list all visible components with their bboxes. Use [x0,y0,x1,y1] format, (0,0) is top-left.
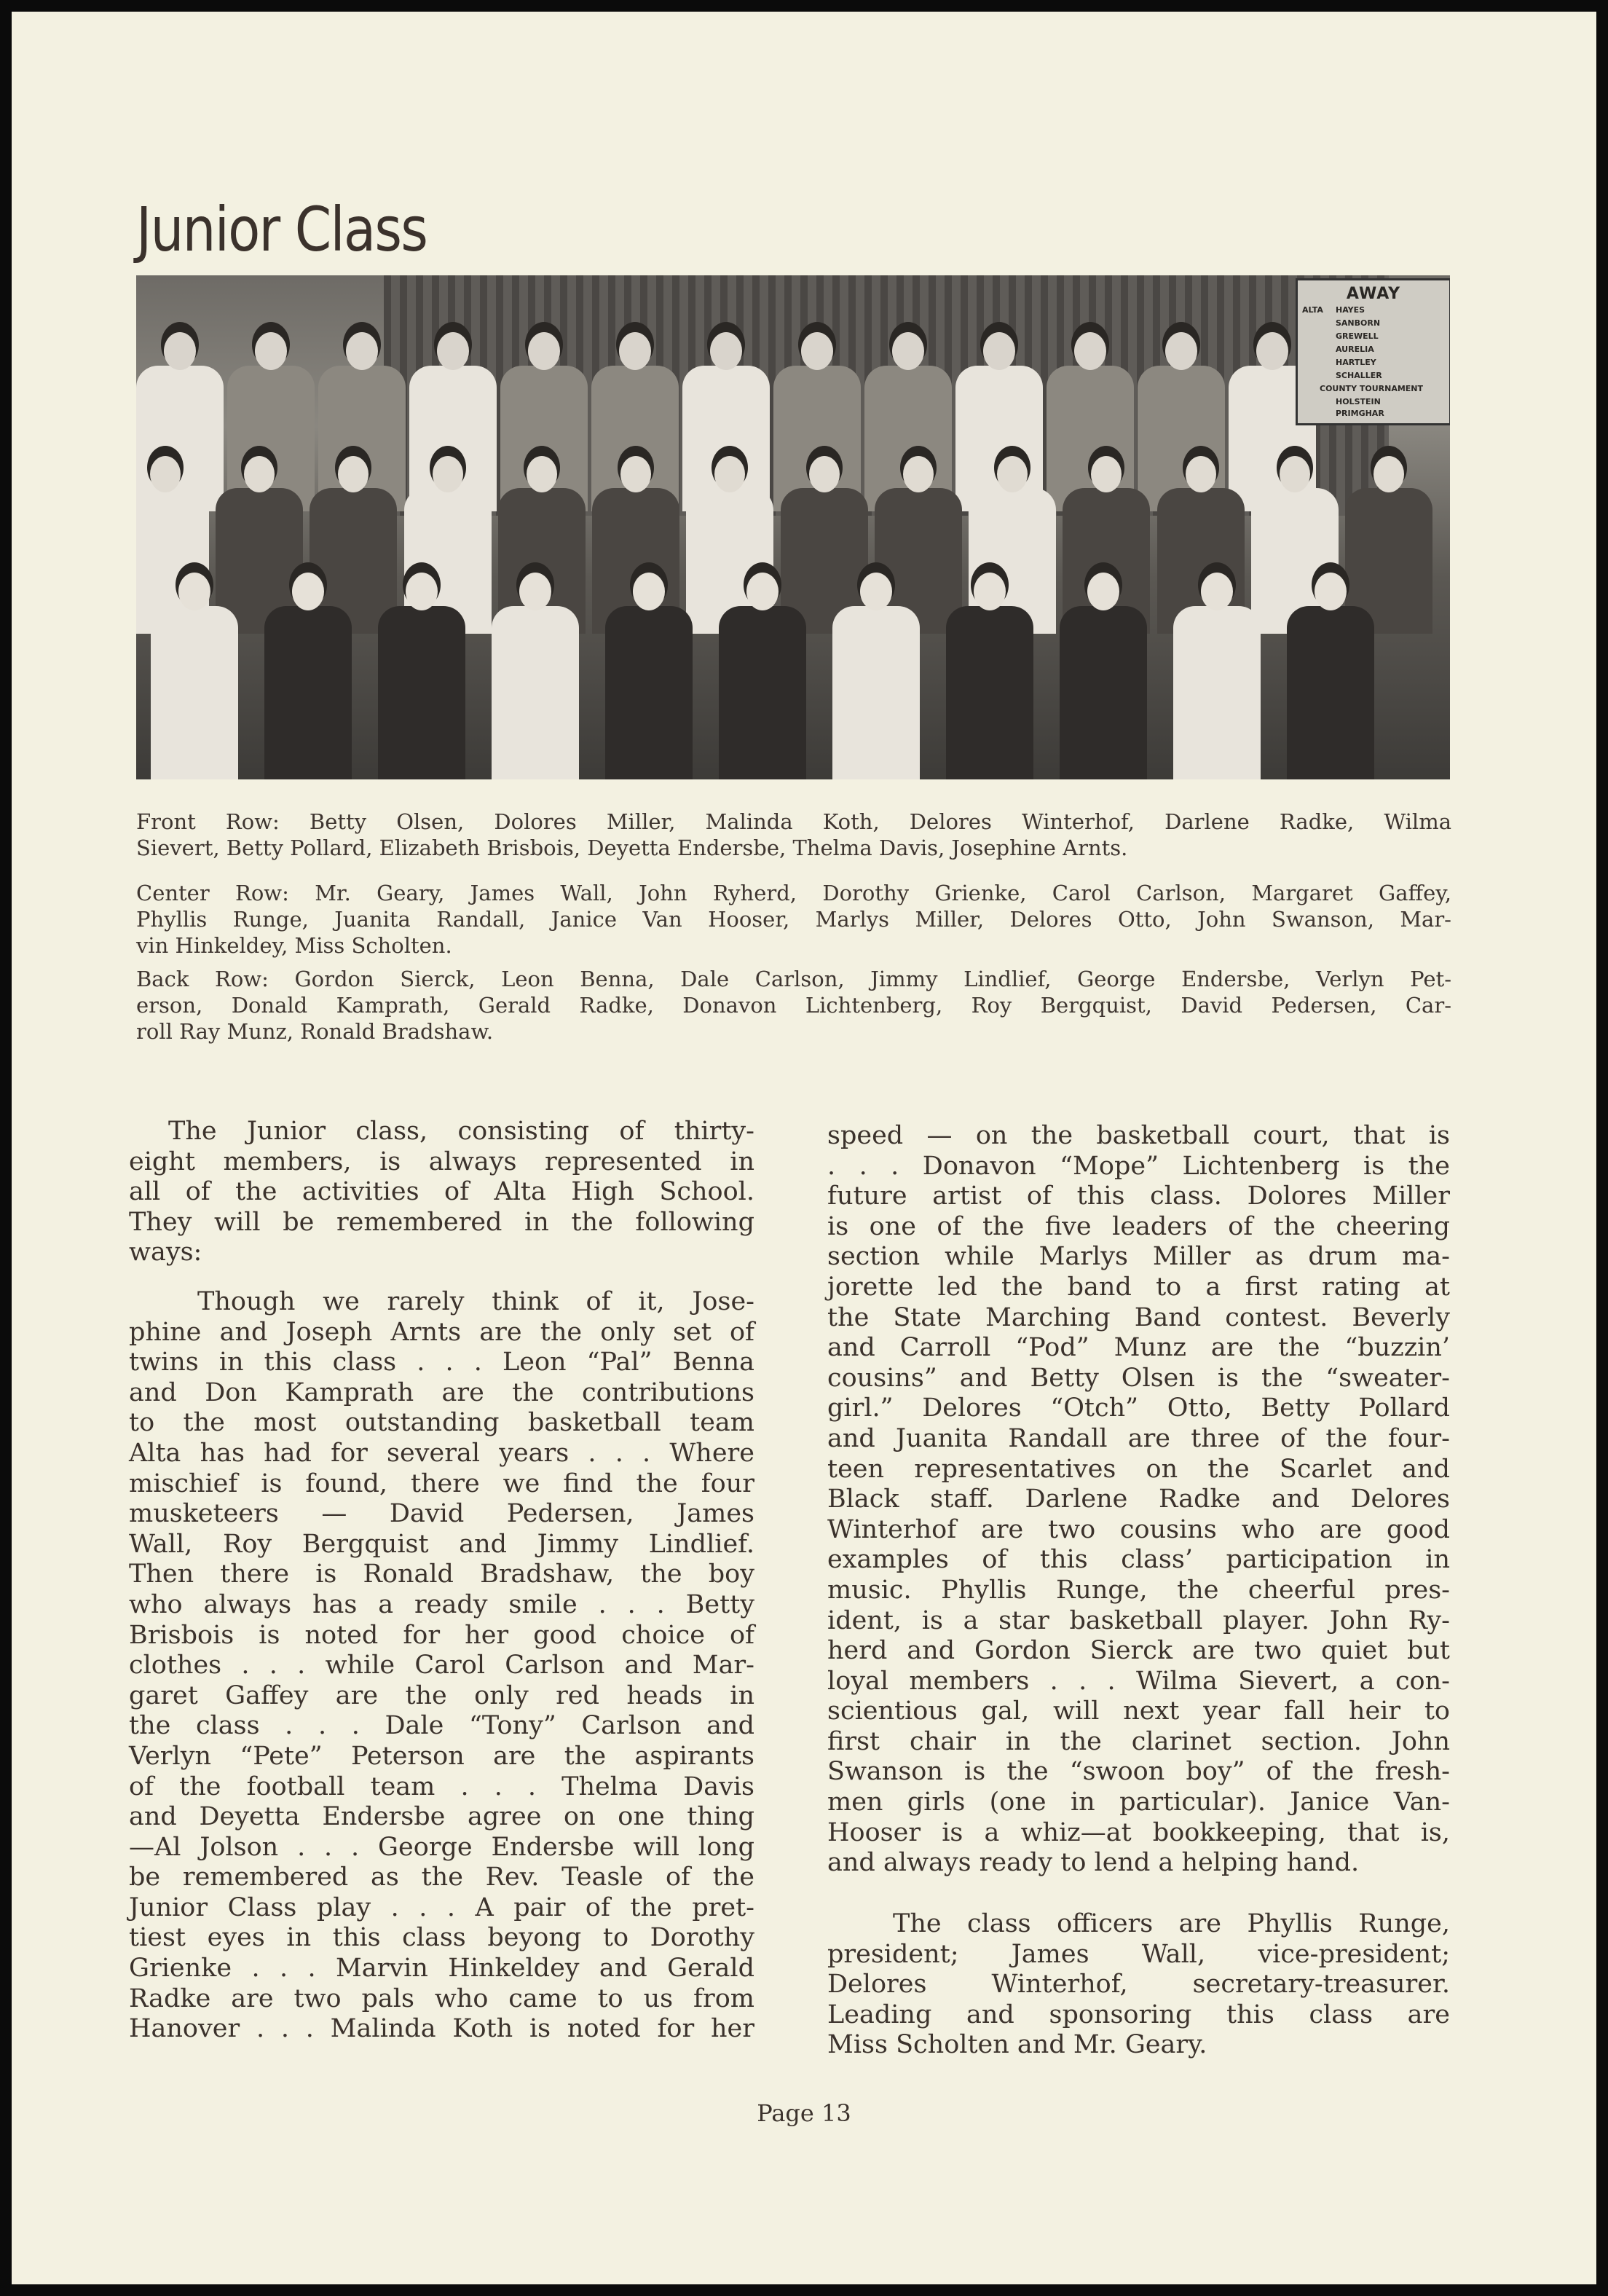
photo-person-face [1315,573,1347,610]
photo-person-face [974,573,1006,610]
text-line: Hooser is a whiz—at bookkeeping, that is, [827,1817,1450,1847]
caption-back-row [136,966,1451,1045]
text-line: Brisbois is noted for her good choice of [129,1620,754,1650]
photo-person-face [892,332,924,370]
class-photo [136,275,1450,779]
text-line: scientious gal, will next year fall heir to [827,1697,1450,1726]
text-line: girl.” Delores “Otch” Otto, Betty Pollard [827,1393,1450,1423]
photo-person-face [519,573,551,610]
scoreboard-row: GREWELL [1336,331,1379,341]
text-line: . . . Donavon “Mope” Lichtenberg is the [827,1151,1450,1181]
page-title: Junior Class [136,194,427,265]
text-line: Alta has had for several years . . . Where [129,1438,754,1468]
text-line: and Carroll “Pod” Munz are the “buzzin’ [827,1333,1450,1363]
photo-person-body [1173,606,1261,779]
text-line: cousins” and Betty Olsen is the “sweater- [827,1363,1450,1393]
text-line: all of the activities of Alta High School. [129,1177,754,1207]
text-line: and Juanita Randall are three of the four- [827,1423,1450,1453]
text-line: examples of this class’ participation in [827,1545,1450,1575]
photo-person-face [633,573,665,610]
text-line: who always has a ready smile . . . Betty [129,1589,754,1619]
text-line: Center Row: Mr. Geary, James Wall, John Ryherd, Dorothy Grienke, Carol Carlson, Margaret Gaffey, [136,881,1451,905]
text-line: the class . . . Dale “Tony” Carlson and [129,1711,754,1741]
photo-person-body [378,606,465,779]
scoreboard-title: AWAY [1346,285,1401,303]
text-line: section while Marlys Miller as drum ma- [827,1242,1450,1272]
text-line: phine and Joseph Arnts are the only set of [129,1317,754,1347]
text-line: mischief is found, there we find the four [129,1469,754,1498]
photo-person-face [1201,573,1233,610]
text-line: Junior Class play . . . A pair of the pret- [129,1892,754,1922]
photo-person-face [528,332,560,370]
text-line: and Deyetta Endersbe agree on one thing [129,1802,754,1832]
text-line: They will be remembered in the following [129,1207,754,1237]
photo-person-face [620,456,651,492]
photo-person-face [1374,456,1404,492]
scoreboard-row: HOLSTEIN [1336,397,1381,406]
text-line: ident, is a star basketball player. John Ry- [827,1605,1450,1635]
text-line: Back Row: Gordon Sierck, Leon Benna, Dale Carlson, Jimmy Lindlief, George Endersbe, Verlyn Pet- [136,967,1451,991]
photo-person-face [346,332,378,370]
caption-center-row [136,880,1451,959]
photo-scoreboard [1296,278,1450,425]
text-line: Front Row: Betty Olsen, Dolores Miller, Malinda Koth, Delores Winterhof, Darlene Radke, Wilma [136,809,1451,834]
text-line: ways: [129,1238,202,1267]
scoreboard-row: HARTLEY [1336,358,1376,367]
text-line: teen representatives on the Scarlet and [827,1454,1450,1484]
photo-person-body [605,606,693,779]
photo-person-face [164,332,196,370]
photo-person-body [151,606,238,779]
photo-person-face [860,573,892,610]
photo-person-face [1165,332,1197,370]
text-line: eight members, is always represented in [129,1147,754,1176]
scoreboard-row: AURELIA [1336,345,1374,354]
photo-person-face [178,573,210,610]
text-line: erson, Donald Kamprath, Gerald Radke, Donavon Lichtenberg, Roy Bergquist, David Pedersen, Car- [136,993,1451,1018]
text-line: tiest eyes in this class beyong to Dorothy [129,1923,754,1953]
text-line: Radke are two pals who came to us from [129,1984,754,2013]
text-line: Sievert, Betty Pollard, Elizabeth Brisbois, Deyetta Endersbe, Thelma Davis, Josephine Arnts. [136,836,1128,860]
text-line: first chair in the clarinet section. John [827,1726,1450,1756]
text-line: twins in this class . . . Leon “Pal” Benna [129,1348,754,1377]
photo-person-face [1280,456,1310,492]
text-line: Grienke . . . Marvin Hinkeldey and Gerald [129,1954,754,1984]
photo-person-face [801,332,833,370]
text-line: and Don Kamprath are the contributions [129,1377,754,1407]
photo-person-face [903,456,934,492]
text-line: loyal members . . . Wilma Sievert, a con- [827,1666,1450,1696]
text-line: Wall, Roy Bergquist and Jimmy Lindlief. [129,1529,754,1559]
scoreboard-row: SANBORN [1336,318,1381,328]
left-paragraph-1 [129,1117,754,1268]
photo-person-face [292,573,324,610]
text-line: the State Marching Band contest. Beverly [827,1302,1450,1332]
text-line: and always ready to lend a helping hand. [827,1848,1360,1878]
text-line: be remembered as the Rev. Teasle of the [129,1863,754,1892]
photo-person-face [150,456,181,492]
text-line: roll Ray Munz, Ronald Bradshaw. [136,1019,494,1044]
text-line: Then there is Ronald Bradshaw, the boy [129,1560,754,1589]
scoreboard-row: HAYES [1336,305,1365,315]
scoreboard-row: SCHALLER [1336,371,1382,380]
text-line: Miss Scholten and Mr. Geary. [827,2030,1207,2060]
photo-person-face [1091,456,1122,492]
text-line: The class officers are Phyllis Runge, [893,1909,1450,1938]
photo-person-face [746,573,779,610]
photo-person-face [1087,573,1119,610]
text-line: Black staff. Darlene Radke and Delores [827,1485,1450,1514]
photo-person-face [809,456,840,492]
text-line: Swanson is the “swoon boy” of the fresh- [827,1757,1450,1787]
text-line: vin Hinkeldey, Miss Scholten. [136,933,452,958]
photo-person-face [1186,456,1216,492]
text-line: speed — on the basketball court, that is [827,1121,1450,1150]
photo-person-face [619,332,651,370]
left-paragraph-2 [129,1287,754,2045]
text-line: Though we rarely think of it, Jose- [197,1287,754,1316]
photo-person-face [433,456,463,492]
photo-person-face [437,332,469,370]
scoreboard-row: COUNTY TOURNAMENT [1320,384,1424,393]
photo-person-face [983,332,1015,370]
text-line: garet Gaffey are the only red heads in [129,1680,754,1710]
text-line: The Junior class, consisting of thirty- [168,1117,754,1146]
photo-person-body [1287,606,1374,779]
photo-person-face [406,573,438,610]
text-line: Hanover . . . Malinda Koth is noted for her [129,2014,754,2044]
caption-front-row [136,809,1451,861]
text-line: Winterhof are two cousins who are good [827,1514,1450,1544]
photo-person-body [1060,606,1147,779]
text-line: future artist of this class. Dolores Miller [827,1182,1450,1211]
photo-person-body [832,606,920,779]
text-line: Verlyn “Pete” Peterson are the aspirants [129,1741,754,1771]
photo-person-body [946,606,1033,779]
text-line: musketeers — David Pedersen, James [129,1499,754,1529]
text-line: —Al Jolson . . . George Endersbe will long [129,1832,754,1862]
page-number: Page 13 [757,2099,851,2127]
text-line: jorette led the band to a first rating at [827,1272,1450,1302]
text-line: men girls (one in particular). Janice Van- [827,1788,1450,1817]
text-line: music. Phyllis Runge, the cheerful pres- [827,1575,1450,1605]
text-line: Leading and sponsoring this class are [827,2000,1450,2029]
photo-person-face [255,332,287,370]
text-line: is one of the five leaders of the cheering [827,1211,1450,1241]
text-line: clothes . . . while Carol Carlson and Mar- [129,1651,754,1680]
photo-person-face [997,456,1028,492]
right-paragraph-2 [827,1909,1450,2061]
photo-person-body [719,606,806,779]
photo-person-body [264,606,352,779]
text-line: president; James Wall, vice-president; [827,1939,1450,1969]
right-paragraph-1 [827,1121,1450,1879]
scoreboard-home-team: ALTA [1302,305,1323,315]
photo-person-body [492,606,579,779]
text-line: Delores Winterhof, secretary-treasurer. [827,1970,1450,2000]
scoreboard-row: PRIMGHAR [1336,409,1384,418]
text-line: Phyllis Runge, Juanita Randall, Janice Van Hooser, Marlys Miller, Delores Otto, John Swanson, Mar- [136,907,1451,932]
text-line: of the football team . . . Thelma Davis [129,1772,754,1801]
text-line: herd and Gordon Sierck are two quiet but [827,1636,1450,1666]
photo-person-face [244,456,275,492]
photo-person-face [1074,332,1106,370]
yearbook-page [12,12,1596,2284]
photo-person-face [710,332,742,370]
photo-person-face [1256,332,1288,370]
text-line: to the most outstanding basketball team [129,1408,754,1438]
photo-person-face [527,456,557,492]
